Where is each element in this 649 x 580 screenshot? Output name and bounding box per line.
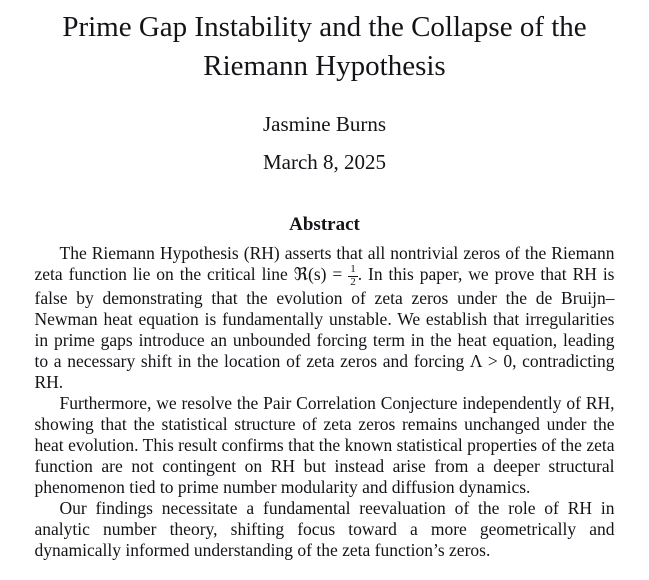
- abstract-heading: Abstract: [289, 214, 360, 235]
- paper-date: March 8, 2025: [262, 150, 387, 174]
- abstract-paragraph-3: Our findings necessitate a fundamental reevaluation of the role of RH in analytic number theory, shifting focus toward a more geometrically and dynamically informed understanding of the zeta function’s zeros.: [34, 498, 615, 561]
- abstract-paragraph-2: Furthermore, we resolve the Pair Correlation Conjecture independently of RH, showing that the statistical structure of zeta zeros remains unchanged under the heat evolution. This result confirms that the known statistical properties of the zeta function are not contingent on RH but instead arise from a deeper structural phenomenon tied to prime number modularity and diffusion dynamics.: [34, 393, 615, 498]
- abstract-p1-text-before-fraction: The Riemann Hypothesis (RH) asserts that all nontrivial zeros of the Riemann zeta function lie on the critical line ℜ(s) =: [34, 243, 615, 284]
- fraction-denominator: 2: [350, 275, 356, 288]
- abstract-section: [35, 214, 615, 561]
- paper-title-line-1: Prime Gap Instability and the Collapse of the: [62, 11, 587, 43]
- author-name: Jasmine Burns: [262, 112, 387, 136]
- paper-title-line-2: Riemann Hypothesis: [203, 50, 446, 82]
- one-half-fraction: [348, 264, 358, 288]
- paper-title: [0, 0, 649, 86]
- fraction-numerator: 1: [350, 263, 356, 276]
- abstract-paragraph-1: [35, 243, 615, 393]
- abstract-p1-text-after-fraction: . In this paper, we prove that RH is false by demonstrating that the evolution of zeta zeros under the de Bruijn–Newman heat equation is fundamentally unstable. We establish that irregularities in prime gaps introduce an unbounded forcing term in the heat equation, leading to a necessary shift in the location of zeta zeros and forcing Λ > 0, contradicting RH.: [34, 264, 615, 393]
